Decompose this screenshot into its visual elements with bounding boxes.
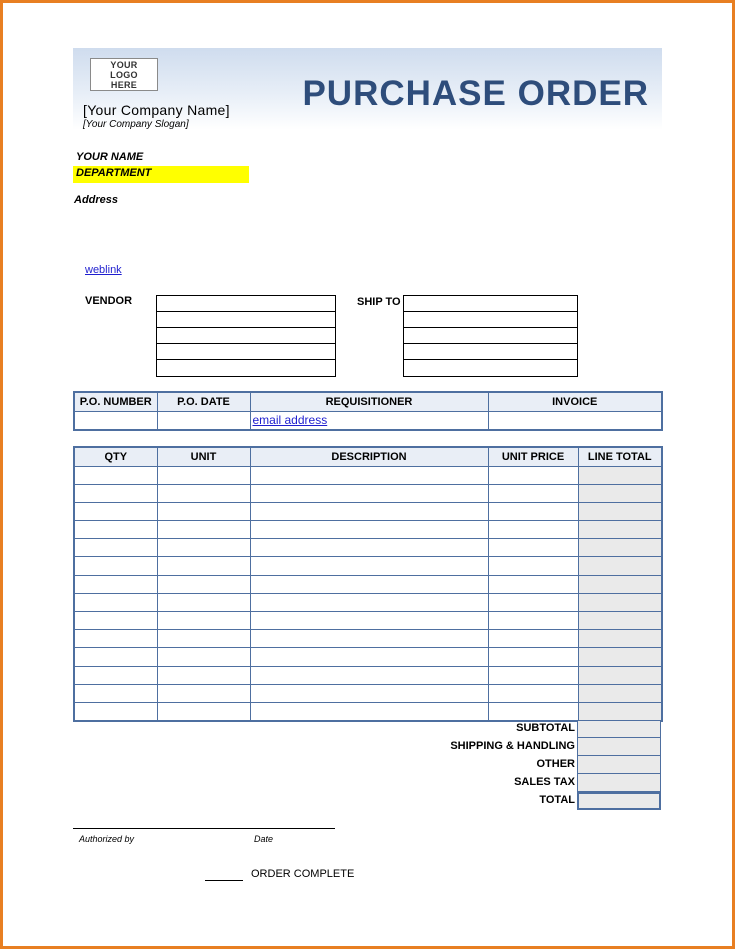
line-total-cell[interactable]	[578, 684, 662, 702]
line-total-cell[interactable]	[578, 484, 662, 502]
line-total-cell[interactable]	[578, 575, 662, 593]
shipping-value[interactable]	[577, 738, 661, 756]
requisitioner-header: REQUISITIONER	[250, 392, 488, 411]
unit-price-cell[interactable]	[488, 502, 578, 520]
unit-price-cell[interactable]	[488, 702, 578, 720]
company-slogan: [Your Company Slogan]	[83, 119, 189, 130]
qty-cell[interactable]	[74, 702, 157, 720]
total-label: TOTAL	[539, 794, 575, 806]
totals-section	[380, 720, 661, 810]
logo-placeholder	[90, 58, 158, 91]
sales-tax-value[interactable]	[577, 774, 661, 792]
order-complete-blank[interactable]	[205, 880, 243, 881]
table-row	[74, 539, 662, 557]
authorized-by-label: Authorized by	[79, 834, 135, 844]
vendor-label: VENDOR	[85, 295, 133, 307]
qty-cell[interactable]	[74, 521, 157, 539]
vendor-line[interactable]	[157, 328, 335, 344]
description-cell[interactable]	[250, 466, 488, 484]
other-row	[380, 756, 661, 774]
qty-cell[interactable]	[74, 612, 157, 630]
unit-cell[interactable]	[157, 521, 250, 539]
table-row	[74, 702, 662, 720]
signature-line[interactable]	[73, 828, 335, 829]
ship-to-line[interactable]	[404, 360, 577, 376]
vendor-line[interactable]	[157, 312, 335, 328]
description-cell[interactable]	[250, 575, 488, 593]
table-row	[74, 593, 662, 611]
qty-cell[interactable]	[74, 684, 157, 702]
po-number-cell[interactable]	[74, 411, 157, 430]
unit-cell[interactable]	[157, 702, 250, 720]
po-info-table	[73, 391, 663, 431]
line-total-cell[interactable]	[578, 648, 662, 666]
weblink[interactable]: weblink	[85, 264, 122, 276]
po-date-header: P.O. DATE	[157, 392, 250, 411]
line-items-table	[73, 446, 663, 722]
table-row	[74, 630, 662, 648]
unit-price-cell[interactable]	[488, 521, 578, 539]
unit-price-cell[interactable]	[488, 484, 578, 502]
unit-cell[interactable]	[157, 666, 250, 684]
subtotal-label: SUBTOTAL	[516, 722, 575, 734]
invoice-cell[interactable]	[488, 411, 662, 430]
qty-cell[interactable]	[74, 593, 157, 611]
subtotal-value[interactable]	[577, 720, 661, 738]
table-row	[74, 666, 662, 684]
unit-price-cell[interactable]	[488, 648, 578, 666]
unit-price-cell[interactable]	[488, 557, 578, 575]
requisitioner-cell[interactable]	[250, 411, 488, 430]
unit-cell[interactable]	[157, 648, 250, 666]
po-date-cell[interactable]	[157, 411, 250, 430]
unit-cell[interactable]	[157, 630, 250, 648]
other-label: OTHER	[536, 758, 575, 770]
description-cell[interactable]	[250, 502, 488, 520]
qty-cell[interactable]	[74, 666, 157, 684]
table-row	[74, 484, 662, 502]
total-value[interactable]	[577, 792, 661, 810]
table-row	[74, 612, 662, 630]
unit-cell[interactable]	[157, 466, 250, 484]
po-number-header: P.O. NUMBER	[74, 392, 157, 411]
qty-cell[interactable]	[74, 466, 157, 484]
table-row	[74, 521, 662, 539]
description-header: DESCRIPTION	[250, 447, 488, 466]
unit-price-cell[interactable]	[488, 684, 578, 702]
ship-to-line[interactable]	[404, 328, 577, 344]
table-row	[74, 502, 662, 520]
unit-price-cell[interactable]	[488, 630, 578, 648]
description-cell[interactable]	[250, 684, 488, 702]
line-total-cell[interactable]	[578, 539, 662, 557]
unit-price-cell[interactable]	[488, 575, 578, 593]
unit-cell[interactable]	[157, 575, 250, 593]
line-total-cell[interactable]	[578, 557, 662, 575]
unit-cell[interactable]	[157, 484, 250, 502]
sales-tax-row	[380, 774, 661, 792]
qty-header: QTY	[74, 447, 157, 466]
subtotal-row	[380, 720, 661, 738]
sales-tax-label: SALES TAX	[514, 776, 575, 788]
unit-cell[interactable]	[157, 539, 250, 557]
unit-cell[interactable]	[157, 612, 250, 630]
qty-cell[interactable]	[74, 502, 157, 520]
line-items-body	[74, 466, 662, 721]
shipping-label: SHIPPING & HANDLING	[450, 740, 575, 752]
unit-price-header: UNIT PRICE	[488, 447, 578, 466]
description-cell[interactable]	[250, 557, 488, 575]
vendor-line[interactable]	[157, 360, 335, 376]
line-total-cell[interactable]	[578, 521, 662, 539]
invoice-header: INVOICE	[488, 392, 662, 411]
ship-to-label: SHIP TO	[357, 296, 401, 308]
page-title: PURCHASE ORDER	[302, 74, 649, 113]
logo-text: YOUR LOGO HERE	[110, 59, 138, 90]
unit-header: UNIT	[157, 447, 250, 466]
description-cell[interactable]	[250, 539, 488, 557]
description-cell[interactable]	[250, 593, 488, 611]
description-cell[interactable]	[250, 630, 488, 648]
line-total-cell[interactable]	[578, 466, 662, 484]
vendor-line[interactable]	[157, 296, 335, 312]
shipping-row	[380, 738, 661, 756]
ship-to-line[interactable]	[404, 312, 577, 328]
other-value[interactable]	[577, 756, 661, 774]
unit-price-cell[interactable]	[488, 666, 578, 684]
unit-price-cell[interactable]	[488, 593, 578, 611]
line-total-cell[interactable]	[578, 666, 662, 684]
qty-cell[interactable]	[74, 484, 157, 502]
vendor-line[interactable]	[157, 344, 335, 360]
description-cell[interactable]	[250, 484, 488, 502]
unit-cell[interactable]	[157, 684, 250, 702]
unit-cell[interactable]	[157, 502, 250, 520]
unit-cell[interactable]	[157, 593, 250, 611]
table-row	[74, 575, 662, 593]
line-total-cell[interactable]	[578, 593, 662, 611]
total-row	[380, 792, 661, 810]
line-total-cell[interactable]	[578, 630, 662, 648]
unit-price-cell[interactable]	[488, 466, 578, 484]
vendor-box[interactable]	[156, 295, 336, 377]
qty-cell[interactable]	[74, 539, 157, 557]
description-cell[interactable]	[250, 521, 488, 539]
line-total-cell[interactable]	[578, 502, 662, 520]
description-cell[interactable]	[250, 648, 488, 666]
unit-cell[interactable]	[157, 557, 250, 575]
address: Address	[74, 194, 119, 206]
ship-to-line[interactable]	[404, 344, 577, 360]
table-row	[74, 648, 662, 666]
qty-cell[interactable]	[74, 630, 157, 648]
ship-to-line[interactable]	[404, 296, 577, 312]
description-cell[interactable]	[250, 702, 488, 720]
table-row	[74, 684, 662, 702]
department-field: DEPARTMENT	[73, 166, 249, 183]
description-cell[interactable]	[250, 666, 488, 684]
unit-price-cell[interactable]	[488, 539, 578, 557]
line-total-cell[interactable]	[578, 702, 662, 720]
qty-cell[interactable]	[74, 557, 157, 575]
qty-cell[interactable]	[74, 648, 157, 666]
order-complete-label: ORDER COMPLETE	[251, 868, 355, 880]
line-total-header: LINE TOTAL	[578, 447, 662, 466]
line-total-cell[interactable]	[578, 612, 662, 630]
company-name: [Your Company Name]	[83, 102, 230, 118]
qty-cell[interactable]	[74, 575, 157, 593]
email-link[interactable]: email address	[252, 413, 328, 428]
unit-price-cell[interactable]	[488, 612, 578, 630]
ship-to-box[interactable]	[403, 295, 578, 377]
date-label: Date	[254, 834, 274, 844]
table-row	[74, 466, 662, 484]
your-name: YOUR NAME	[76, 151, 144, 163]
description-cell[interactable]	[250, 612, 488, 630]
table-row	[74, 557, 662, 575]
